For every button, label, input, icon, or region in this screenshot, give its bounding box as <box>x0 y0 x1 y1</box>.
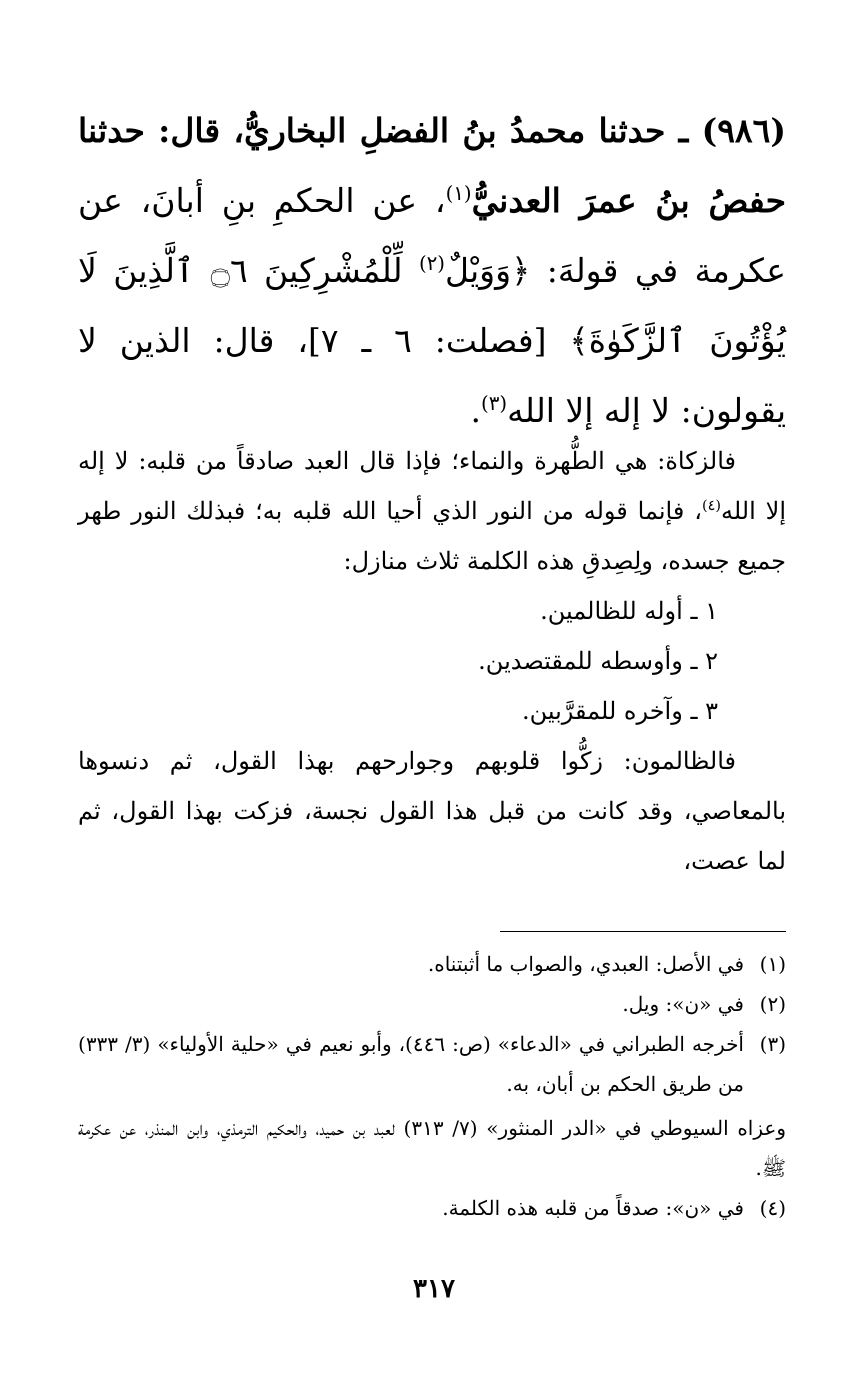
footnote-number: (١) <box>759 952 786 976</box>
footnote-1 <box>78 944 786 984</box>
list-item-2: ٢ ـ وأوسطه للمقتصدين. <box>478 647 718 675</box>
footnote-number: (٣) <box>759 1032 786 1056</box>
commentary-text-1b: ، فإنما قوله من النور الذي أحيا الله قلبه به؛ فبذلك النور طهر جميع جسده، ولِصِدقِ هذه الكلمة ثلاث منازل: <box>78 497 786 575</box>
commentary-text-1a: فالزكاة: هي الطُّهرة والنماء؛ فإذا قال العبد صادقاً من قلبه: لا إله إلا الله <box>78 447 787 525</box>
footnote-2 <box>78 984 786 1024</box>
footnote-ref-4: (٤) <box>701 498 721 514</box>
footnotes-section <box>78 944 786 1228</box>
footnote-number: (٢) <box>759 992 786 1016</box>
list-item-3: ٣ ـ وآخره للمقرَّبين. <box>521 697 718 725</box>
hadith-text-opening: ـ حدثنا محمدُ بنُ الفضلِ البخاريُّ، قال: حدثنا حفصُ بنُ عمرَ العدنيُّ <box>78 111 786 220</box>
commentary-paragraph-1 <box>78 436 786 586</box>
footnote-ref-2: (٢) <box>418 252 445 275</box>
commentary-paragraph-2: فالظالمون: زكُّوا قلوبهم وجوارحهم بهذا القول، ثم دنسوها بالمعاصي، وقد كانت من قبل هذا القول نجسة، فزكت بهذا القول، ثم لما عصت، <box>78 747 787 875</box>
footnote-text: في «ن»: صدقاً من قلبه هذه الكلمة. <box>442 1196 744 1220</box>
footnote-text: أخرجه الطبراني في «الدعاء» (ص: ٤٤٦)، وأبو نعيم في «حلية الأولياء» (٣/ ٣٣٣) من طريق الحكم بن أبان، به. <box>78 1032 744 1096</box>
hadith-text-part-3: لِّلْمُشْرِكِينَ ۝٦ ٱلَّذِينَ لَا يُؤْتُونَ ٱلزَّكَوٰةَ﴾ [فصلت: ٦ ـ ٧]، قال: الذين لا يقولون: لا إله إلا الله <box>78 251 786 430</box>
page-number: ٣١٧ <box>413 1274 455 1304</box>
hadith-number: (٩٨٦) <box>701 111 786 150</box>
footnote-text: في «ن»: ويل. <box>622 992 744 1016</box>
list-item-1: ١ ـ أوله للظالمين. <box>540 597 718 625</box>
hadith-paragraph <box>78 96 786 446</box>
footnote-ref-3: (٣) <box>481 392 508 415</box>
hadith-text-part-2: ، عن الحكمِ بنِ أبانَ، عن عكرمة في قولهَ: ﴿وَوَيْلٌ <box>78 181 786 290</box>
footnote-text: في الأصل: العبدي، والصواب ما أثبتناه. <box>427 952 744 976</box>
footnote-ref-1: (١) <box>445 182 472 205</box>
commentary-section <box>78 436 786 886</box>
hadith-text-end: . <box>470 391 482 430</box>
footnote-separator <box>500 931 786 932</box>
footnote-3-continuation: وعزاه السيوطي في «الدر المنثور» (٧/ ٣١٣) لعبد بن حميد، والحكيم الترمذي، وابن المنذر، عن عكرمة ﷺ. <box>78 1116 786 1180</box>
footnote-number: (٤) <box>759 1196 786 1220</box>
footnote-3 <box>78 1024 786 1104</box>
footnote-4 <box>78 1188 786 1228</box>
